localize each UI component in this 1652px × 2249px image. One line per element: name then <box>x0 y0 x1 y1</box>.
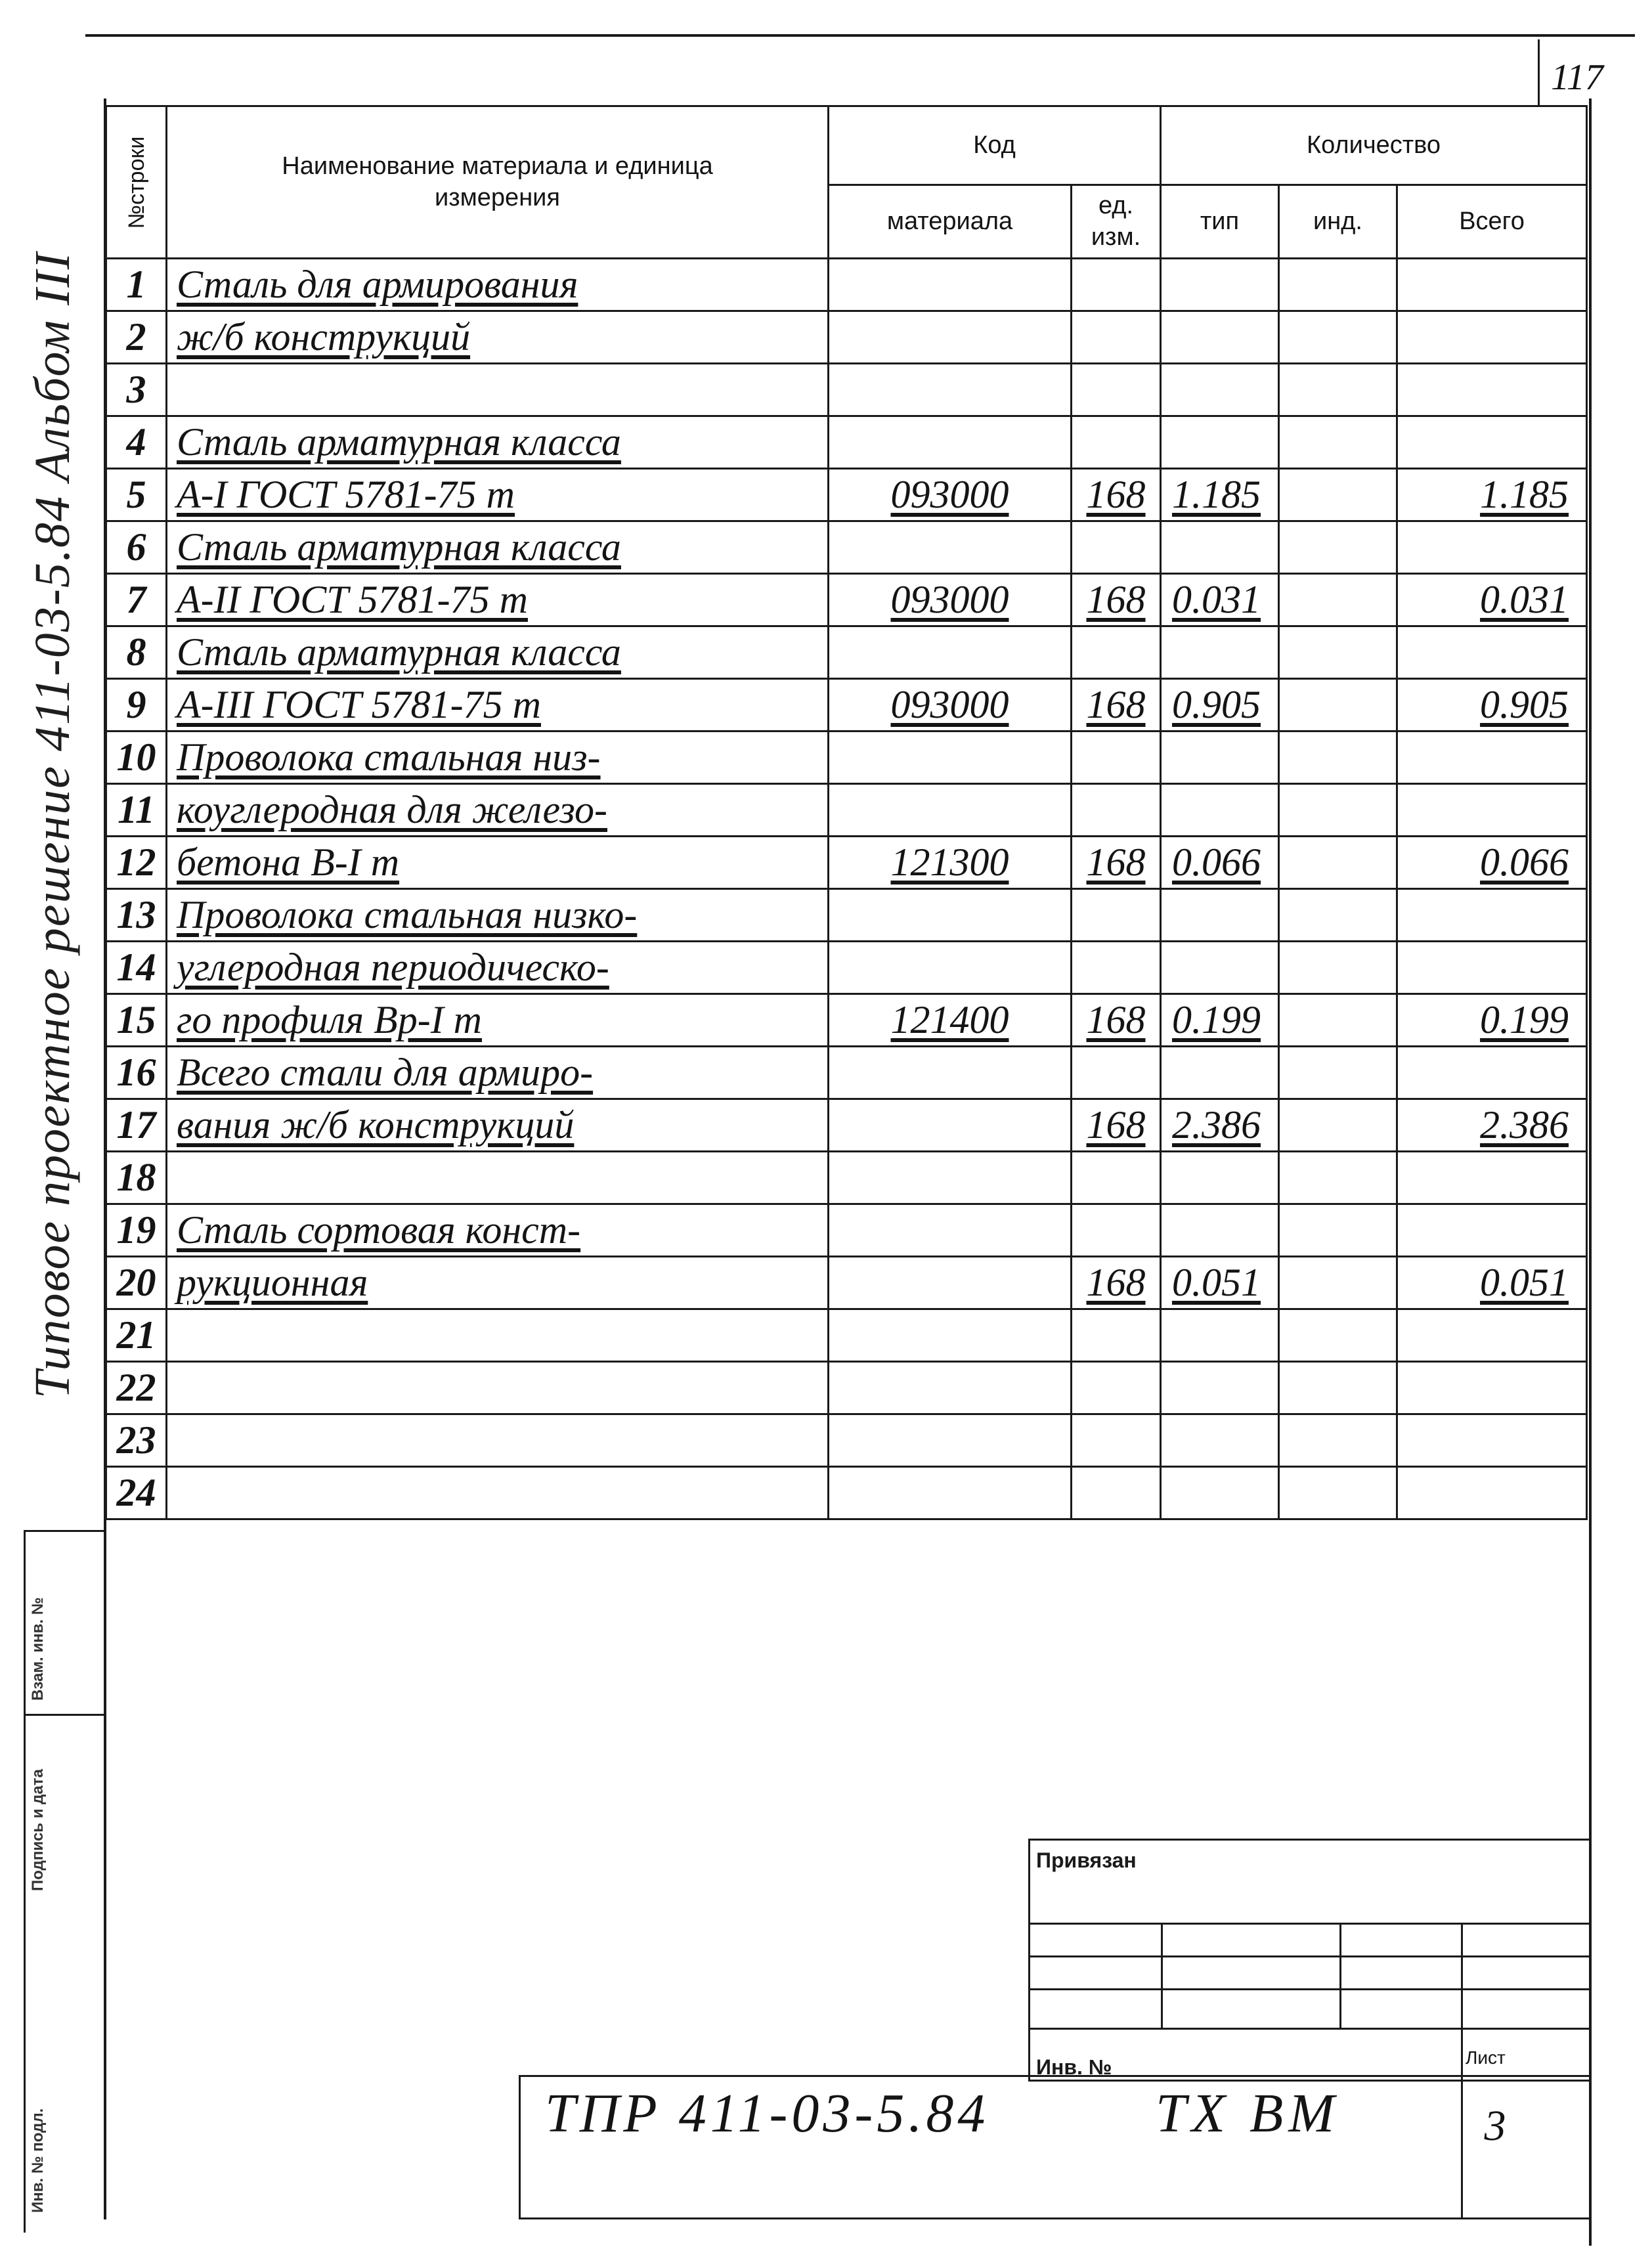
table-row <box>106 259 1587 311</box>
table-row <box>106 679 1587 731</box>
qty-ind-cell <box>1279 364 1397 416</box>
table-row <box>106 469 1587 521</box>
unit-code-cell <box>1072 1467 1161 1519</box>
material-name-cell: го профиля Вр-I т <box>167 994 829 1047</box>
qty-typ-cell <box>1161 889 1279 942</box>
table-row <box>106 731 1587 784</box>
header-material: материала <box>829 185 1072 259</box>
qty-total-cell <box>1397 1152 1587 1204</box>
table-row <box>106 1204 1587 1257</box>
material-code-cell <box>829 521 1072 574</box>
qty-total-cell: 0.905 <box>1397 679 1587 731</box>
table-row <box>106 364 1587 416</box>
material-code-cell <box>829 364 1072 416</box>
qty-ind-cell <box>1279 259 1397 311</box>
qty-typ-cell <box>1161 731 1279 784</box>
material-code-cell <box>829 311 1072 364</box>
stamp-replaced-inv: Взам. инв. № <box>29 1597 47 1701</box>
row-number-cell: 1 <box>106 259 167 311</box>
unit-code-cell <box>1072 784 1161 837</box>
material-code-cell <box>829 1152 1072 1204</box>
unit-code-cell <box>1072 311 1161 364</box>
header-name: Наименование материала и единица измерения <box>167 106 829 259</box>
material-name-cell: Сталь сортовая конст- <box>167 1204 829 1257</box>
qty-ind-cell <box>1279 1309 1397 1362</box>
title-grid-h4 <box>1028 2028 1591 2030</box>
unit-code-cell: 168 <box>1072 679 1161 731</box>
unit-code-cell <box>1072 1362 1161 1414</box>
material-name-cell: Проволока стальная низко- <box>167 889 829 942</box>
qty-total-cell <box>1397 364 1587 416</box>
material-name-cell: Сталь арматурная класса <box>167 626 829 679</box>
qty-total-cell <box>1397 784 1587 837</box>
qty-typ-cell: 0.031 <box>1161 574 1279 626</box>
row-number-cell: 4 <box>106 416 167 469</box>
table-row <box>106 1152 1587 1204</box>
material-code-cell: 121300 <box>829 837 1072 889</box>
qty-total-cell <box>1397 521 1587 574</box>
stamp-mid-line <box>24 1714 105 1716</box>
table-row <box>106 1414 1587 1467</box>
stamp-signature-date: Подпись и дата <box>29 1769 47 1891</box>
qty-ind-cell <box>1279 1414 1397 1467</box>
qty-ind-cell <box>1279 889 1397 942</box>
qty-typ-cell <box>1161 521 1279 574</box>
material-code-cell <box>829 1257 1072 1309</box>
table-row <box>106 837 1587 889</box>
row-number-cell: 17 <box>106 1099 167 1152</box>
table-row <box>106 1099 1587 1152</box>
table-row <box>106 1309 1587 1362</box>
material-name-cell: Проволока стальная низ- <box>167 731 829 784</box>
qty-total-cell: 0.031 <box>1397 574 1587 626</box>
row-number-cell: 11 <box>106 784 167 837</box>
table-row <box>106 521 1587 574</box>
header-row-no: №строки <box>106 106 167 259</box>
unit-code-cell <box>1072 1204 1161 1257</box>
header-quantity: Количество <box>1161 106 1587 185</box>
title-block-linked <box>1028 1839 1591 2082</box>
unit-code-cell <box>1072 416 1161 469</box>
qty-ind-cell <box>1279 469 1397 521</box>
header-unit: ед. изм. <box>1072 185 1161 259</box>
unit-code-cell: 168 <box>1072 1257 1161 1309</box>
table-row <box>106 1467 1587 1519</box>
qty-ind-cell <box>1279 1204 1397 1257</box>
table-row <box>106 574 1587 626</box>
row-number-cell: 6 <box>106 521 167 574</box>
material-name-cell: углеродная периодическо- <box>167 942 829 994</box>
unit-code-cell <box>1072 1152 1161 1204</box>
unit-code-cell: 168 <box>1072 574 1161 626</box>
unit-code-cell <box>1072 731 1161 784</box>
unit-code-cell <box>1072 259 1161 311</box>
table-row <box>106 1047 1587 1099</box>
material-name-cell: бетона В-I т <box>167 837 829 889</box>
material-code-cell <box>829 942 1072 994</box>
top-frame-line <box>85 34 1635 37</box>
qty-ind-cell <box>1279 1152 1397 1204</box>
unit-code-cell: 168 <box>1072 994 1161 1047</box>
material-code-cell: 093000 <box>829 469 1072 521</box>
qty-ind-cell <box>1279 784 1397 837</box>
material-name-cell: Всего стали для армиро- <box>167 1047 829 1099</box>
title-grid-h1 <box>1028 1923 1591 1925</box>
qty-ind-cell <box>1279 679 1397 731</box>
sheet-label: Лист <box>1466 2047 1506 2068</box>
material-code-cell: 093000 <box>829 574 1072 626</box>
qty-total-cell <box>1397 626 1587 679</box>
table-row <box>106 416 1587 469</box>
row-number-cell: 12 <box>106 837 167 889</box>
inv-no-label: Инв. № <box>1036 2055 1112 2079</box>
unit-code-cell <box>1072 626 1161 679</box>
row-number-cell: 24 <box>106 1467 167 1519</box>
material-code-cell <box>829 889 1072 942</box>
qty-ind-cell <box>1279 1047 1397 1099</box>
qty-total-cell <box>1397 942 1587 994</box>
material-code-cell <box>829 784 1072 837</box>
material-code-cell <box>829 1414 1072 1467</box>
unit-code-cell: 168 <box>1072 837 1161 889</box>
qty-typ-cell: 0.051 <box>1161 1257 1279 1309</box>
unit-code-cell <box>1072 889 1161 942</box>
material-name-cell <box>167 1467 829 1519</box>
qty-total-cell <box>1397 731 1587 784</box>
material-code-cell <box>829 259 1072 311</box>
row-number-cell: 5 <box>106 469 167 521</box>
title-grid-v1 <box>1161 1923 1163 2028</box>
title-grid-v3 <box>1461 1923 1463 2028</box>
material-name-cell: А-I ГОСТ 5781-75 т <box>167 469 829 521</box>
qty-typ-cell <box>1161 942 1279 994</box>
row-number-cell: 14 <box>106 942 167 994</box>
qty-typ-cell <box>1161 259 1279 311</box>
qty-total-cell: 0.051 <box>1397 1257 1587 1309</box>
table-row <box>106 1362 1587 1414</box>
row-number-cell: 19 <box>106 1204 167 1257</box>
qty-typ-cell: 0.199 <box>1161 994 1279 1047</box>
unit-code-cell <box>1072 942 1161 994</box>
qty-ind-cell <box>1279 1467 1397 1519</box>
material-code-cell: 121400 <box>829 994 1072 1047</box>
row-number-cell: 10 <box>106 731 167 784</box>
material-name-cell <box>167 1309 829 1362</box>
material-name-cell: коуглеродная для железо- <box>167 784 829 837</box>
table-row <box>106 994 1587 1047</box>
qty-ind-cell <box>1279 942 1397 994</box>
qty-total-cell: 1.185 <box>1397 469 1587 521</box>
qty-total-cell <box>1397 311 1587 364</box>
table-row <box>106 889 1587 942</box>
qty-typ-cell <box>1161 1414 1279 1467</box>
qty-typ-cell <box>1161 311 1279 364</box>
row-number-cell: 16 <box>106 1047 167 1099</box>
material-code-cell <box>829 1099 1072 1152</box>
row-number-cell: 15 <box>106 994 167 1047</box>
unit-code-cell <box>1072 1047 1161 1099</box>
qty-ind-cell <box>1279 837 1397 889</box>
qty-typ-cell: 1.185 <box>1161 469 1279 521</box>
title-grid-v2 <box>1339 1923 1341 2028</box>
page-number: 117 <box>1551 57 1603 98</box>
material-code-cell <box>829 1047 1072 1099</box>
material-name-cell <box>167 1152 829 1204</box>
material-code-cell <box>829 1309 1072 1362</box>
qty-ind-cell <box>1279 416 1397 469</box>
qty-ind-cell <box>1279 521 1397 574</box>
table-row <box>106 626 1587 679</box>
qty-typ-cell <box>1161 626 1279 679</box>
row-number-cell: 23 <box>106 1414 167 1467</box>
qty-typ-cell: 0.905 <box>1161 679 1279 731</box>
qty-typ-cell: 2.386 <box>1161 1099 1279 1152</box>
header-ind: инд. <box>1279 185 1397 259</box>
qty-total-cell: 0.199 <box>1397 994 1587 1047</box>
qty-typ-cell <box>1161 1309 1279 1362</box>
document-designation: ТПР 411-03-5.84 <box>545 2083 989 2144</box>
qty-typ-cell <box>1161 1362 1279 1414</box>
header-typ: тип <box>1161 185 1279 259</box>
row-number-cell: 7 <box>106 574 167 626</box>
qty-typ-cell <box>1161 1152 1279 1204</box>
material-code-cell <box>829 626 1072 679</box>
header-total: Всего <box>1397 185 1587 259</box>
row-number-cell: 20 <box>106 1257 167 1309</box>
document-designation-suffix: ТХ ВМ <box>1156 2083 1340 2144</box>
qty-ind-cell <box>1279 1362 1397 1414</box>
qty-total-cell <box>1397 889 1587 942</box>
material-name-cell: Сталь арматурная класса <box>167 521 829 574</box>
qty-total-cell: 2.386 <box>1397 1099 1587 1152</box>
row-number-cell: 22 <box>106 1362 167 1414</box>
table-row <box>106 1257 1587 1309</box>
linked-label: Привязан <box>1036 1848 1137 1872</box>
header-code: Код <box>829 106 1161 185</box>
material-name-cell: А-II ГОСТ 5781-75 т <box>167 574 829 626</box>
qty-total-cell: 0.066 <box>1397 837 1587 889</box>
sheet-number: 3 <box>1484 2102 1506 2150</box>
side-title: Типовое проектное решение 411-03-5.84 Альбом III <box>25 251 80 1399</box>
title-grid-h3 <box>1028 1988 1591 1990</box>
material-name-cell: вания ж/б конструкций <box>167 1099 829 1152</box>
row-number-cell: 13 <box>106 889 167 942</box>
qty-total-cell <box>1397 1047 1587 1099</box>
table-row <box>106 784 1587 837</box>
qty-typ-cell <box>1161 784 1279 837</box>
material-name-cell <box>167 1362 829 1414</box>
unit-code-cell <box>1072 1414 1161 1467</box>
material-name-cell: рукционная <box>167 1257 829 1309</box>
table-row <box>106 942 1587 994</box>
material-name-cell: Сталь арматурная класса <box>167 416 829 469</box>
qty-ind-cell <box>1279 626 1397 679</box>
stamp-inv-original: Инв. № подл. <box>29 2108 47 2213</box>
material-code-cell <box>829 1204 1072 1257</box>
row-number-cell: 21 <box>106 1309 167 1362</box>
qty-ind-cell <box>1279 1257 1397 1309</box>
qty-total-cell <box>1397 1362 1587 1414</box>
materials-table <box>105 105 1588 1520</box>
qty-total-cell <box>1397 1309 1587 1362</box>
qty-ind-cell <box>1279 1099 1397 1152</box>
material-name-cell: Сталь для армирования <box>167 259 829 311</box>
material-name-cell: ж/б конструкций <box>167 311 829 364</box>
unit-code-cell: 168 <box>1072 1099 1161 1152</box>
qty-ind-cell <box>1279 994 1397 1047</box>
qty-typ-cell <box>1161 364 1279 416</box>
material-code-cell <box>829 1467 1072 1519</box>
qty-ind-cell <box>1279 311 1397 364</box>
row-number-cell: 2 <box>106 311 167 364</box>
stamp-top-line <box>24 1530 105 1532</box>
material-code-cell <box>829 416 1072 469</box>
sheet-divider <box>1461 2028 1463 2219</box>
material-name-cell <box>167 1414 829 1467</box>
qty-typ-cell <box>1161 416 1279 469</box>
qty-total-cell <box>1397 416 1587 469</box>
qty-typ-cell <box>1161 1467 1279 1519</box>
unit-code-cell <box>1072 1309 1161 1362</box>
qty-typ-cell <box>1161 1047 1279 1099</box>
material-name-cell: А-III ГОСТ 5781-75 т <box>167 679 829 731</box>
material-code-cell <box>829 1362 1072 1414</box>
qty-total-cell <box>1397 1204 1587 1257</box>
unit-code-cell <box>1072 364 1161 416</box>
qty-total-cell <box>1397 1467 1587 1519</box>
row-number-cell: 3 <box>106 364 167 416</box>
qty-total-cell <box>1397 259 1587 311</box>
unit-code-cell <box>1072 521 1161 574</box>
unit-code-cell: 168 <box>1072 469 1161 521</box>
material-code-cell: 093000 <box>829 679 1072 731</box>
qty-typ-cell: 0.066 <box>1161 837 1279 889</box>
table-row <box>106 311 1587 364</box>
stamp-left-line <box>24 1530 26 2233</box>
sheet-label-line <box>1461 2075 1591 2077</box>
row-number-cell: 9 <box>106 679 167 731</box>
qty-ind-cell <box>1279 574 1397 626</box>
qty-typ-cell <box>1161 1204 1279 1257</box>
row-number-cell: 18 <box>106 1152 167 1204</box>
title-grid-h2 <box>1028 1955 1591 1957</box>
qty-ind-cell <box>1279 731 1397 784</box>
qty-total-cell <box>1397 1414 1587 1467</box>
row-number-cell: 8 <box>106 626 167 679</box>
material-name-cell <box>167 364 829 416</box>
material-code-cell <box>829 731 1072 784</box>
